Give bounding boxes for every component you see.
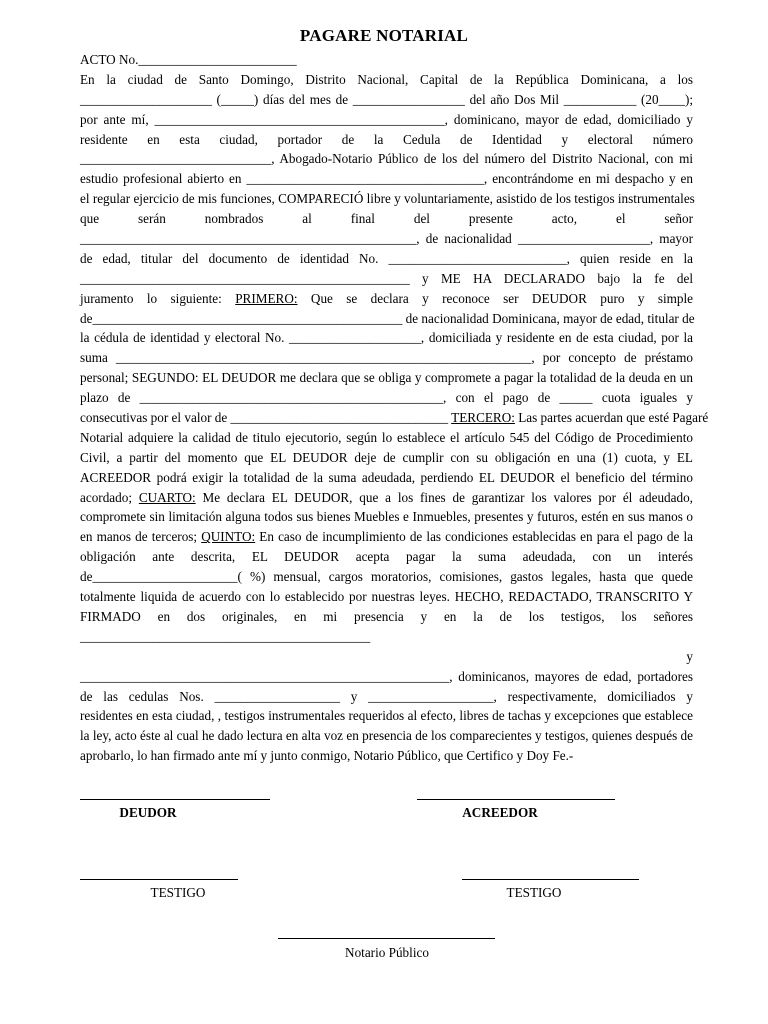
body-line: la ley, acto éste al cual he dado lectura en alta voz en presencia de los comparecientes y testigos, quienes después de (80, 728, 693, 744)
testigo-2-signature-line (462, 879, 639, 880)
body-line: de edad, titular del documento de identidad No. ___________________________, quien reside en la (80, 250, 693, 266)
body-line: ACTO No.________________________ (80, 52, 297, 67)
body-text: En caso de incumplimiento de las condiciones establecidas en para el pago de la (255, 529, 693, 545)
deudor-signature-line (80, 799, 270, 800)
body-text: Las partes acuerdan que esté Pagaré (514, 410, 709, 426)
clause-heading: PRIMERO: (235, 290, 298, 306)
body-line: por ante mí, ____________________________________________, dominicano, mayor de edad, domiciliado y (80, 111, 693, 127)
body-line: ACREEDOR podrá exigir la totalidad de la suma adeudada, perdiendo EL DEUDOR el beneficio del término (80, 469, 693, 485)
body-line: suma _______________________________________________________________, por concepto de préstamo (80, 350, 693, 366)
body-line: que serán nombrados al final del presente acto, el señor (80, 211, 693, 227)
testigo-2-label: TESTIGO (506, 885, 562, 900)
body-line (80, 408, 709, 428)
notario-signature-line (278, 938, 495, 939)
body-line: personal; SEGUNDO: EL DEUDOR me declara que se obliga y compromete a pagar la totalidad de la deuda en un (80, 370, 693, 386)
body-line: ________________________________________________________, dominicanos, mayores de edad, portadores (80, 668, 693, 684)
body-line: el regular ejercicio de mis funciones, COMPARECIÓ libre y voluntariamente, asistido de los testigos instrumentales (80, 191, 695, 207)
body-line: residentes en esta ciudad, , testigos instrumentales requeridos al efecto, libres de tachas y excepciones que establece (80, 708, 693, 724)
document-title: PAGARE NOTARIAL (299, 26, 469, 45)
body-line: obligación ante descrita, EL DEUDOR acepta pagar la suma adeudada, con un interés (80, 549, 693, 565)
body-line: totalmente liquida de acuerdo con lo establecido por nuestras leyes. HECHO, REDACTADO, TRANSCRITO Y (80, 589, 693, 605)
acreedor-label: ACREEDOR (462, 805, 538, 820)
body-line: Civil, a partir del momento que EL DEUDOR deje de cumplir con su obligación en una (1) cuota, y EL (80, 449, 693, 465)
body-line (80, 488, 693, 508)
document-body (80, 50, 709, 766)
body-text: en manos de terceros; (80, 529, 202, 545)
body-line: ____________________________________________ (80, 628, 371, 644)
clause-heading: CUARTO: (138, 489, 196, 505)
clause-heading: TERCERO: (451, 410, 515, 426)
testigo-1-signature-line (80, 879, 238, 880)
body-line: __________________________________________________ y ME HA DECLARADO bajo la fe del (80, 270, 693, 286)
acreedor-signature-line (417, 799, 615, 800)
body-text: consecutivas por el valor de _________________________________ (80, 410, 452, 426)
notario-label: Notario Público (345, 945, 429, 960)
body-line: la cédula de identidad y electoral No. ____________________, domiciliada y residente en de esta ciudad, por la (80, 330, 693, 346)
body-line: FIRMADO en dos originales, en mi presencia y en la de los testigos, los señores (80, 608, 693, 624)
body-text: juramento lo siguiente: (80, 290, 236, 306)
deudor-label: DEUDOR (119, 805, 177, 820)
body-line: estudio profesional abierto en ____________________________________, encontrándome en mi despacho y en (80, 171, 693, 187)
body-text: acordado; (80, 489, 139, 505)
clause-heading: QUINTO: (201, 529, 256, 545)
body-text: Que se declara y reconoce ser DEUDOR puro y simple (297, 290, 694, 306)
body-line (80, 289, 693, 309)
body-line: _____________________________, Abogado-Notario Público de los del número del Distrito Nacional, con mi (80, 151, 693, 167)
body-line: de_______________________________________________ de nacionalidad Dominicana, mayor de edad, titular de (80, 310, 695, 326)
body-line: aprobarlo, lo han firmado ante mí y junto conmigo, Notario Público, que Certifico y Doy Fe.- (80, 748, 574, 764)
body-line: plazo de ______________________________________________, con el pago de _____ cuota iguales y (80, 390, 693, 406)
body-line: residente en esta ciudad, portador de la Cedula de Identidad y electoral número (80, 131, 693, 147)
body-line: y (686, 648, 693, 664)
testigo-1-label: TESTIGO (150, 885, 206, 900)
body-line: compromete sin limitación alguna todos sus bienes Muebles e Inmuebles, presentes y futuros, estén en sus manos o (80, 509, 693, 525)
body-line: ___________________________________________________, de nacionalidad ____________________, mayor (80, 231, 693, 247)
body-line: Notarial adquiere la calidad de titulo ejecutorio, según lo establece el artículo 545 del Código de Procedimiento (80, 429, 693, 445)
body-line: de las cedulas Nos. ___________________ y ___________________, respectivamente, domiciliados y (80, 688, 693, 704)
body-line: de______________________( %) mensual, cargos moratorios, comisiones, gastos legales, hasta que quede (80, 569, 693, 585)
body-text: Me declara EL DEUDOR, que a los fines de garantizar los valores por él adeudado, (195, 489, 693, 505)
body-line: En la ciudad de Santo Domingo, Distrito Nacional, Capital de la República Dominicana, a los (80, 71, 693, 87)
body-line: ____________________ (_____) días del mes de _________________ del año Dos Mil ___________ (20____); (80, 91, 693, 107)
body-line (80, 527, 693, 547)
